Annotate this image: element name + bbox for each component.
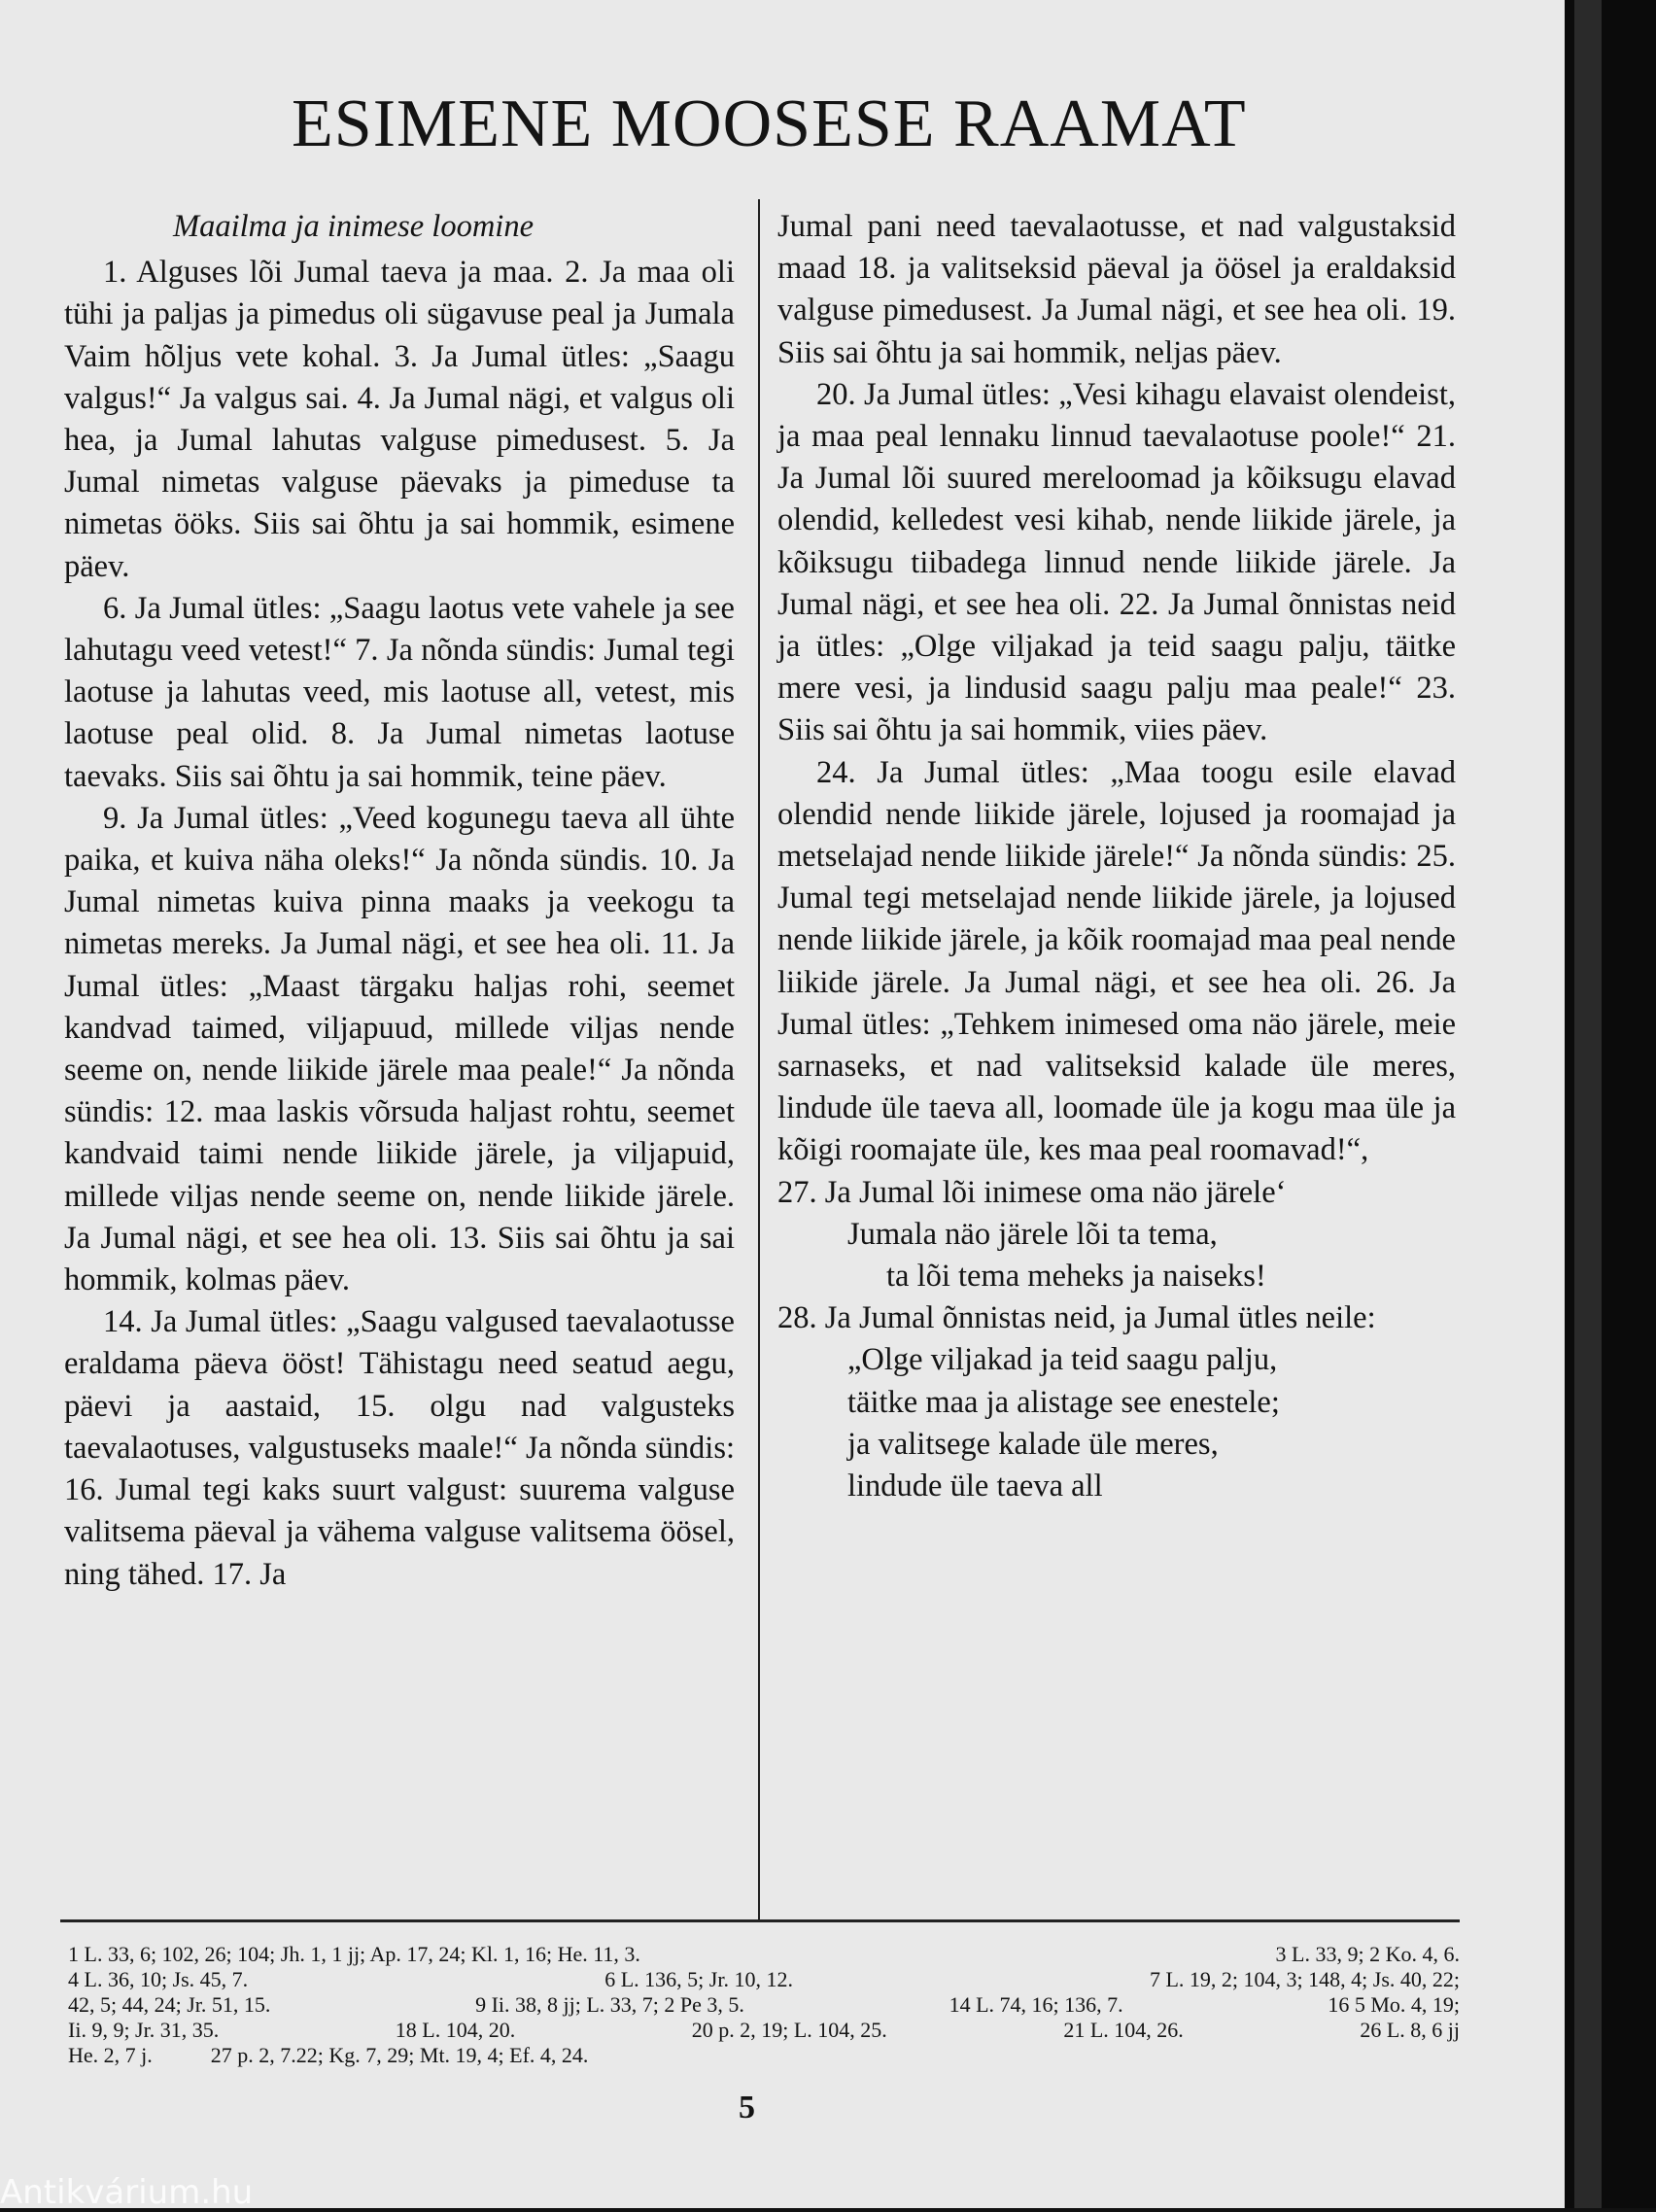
poem-line: lindude üle taeva all: [847, 1469, 1103, 1504]
reference: 21 L. 104, 26.: [1063, 2018, 1184, 2042]
reference: He. 2, 7 j.: [68, 2043, 153, 2067]
poem-line: Jumala näo järele lõi ta tema,: [847, 1216, 1218, 1252]
poem-line: ja valitsege kalade üle meres,: [847, 1426, 1219, 1462]
reference: 20 p. 2, 19; L. 104, 25.: [691, 2018, 887, 2042]
poem-line: „Olge viljakad ja teid saagu palju,: [847, 1342, 1278, 1378]
reference-line: [68, 2043, 1460, 2068]
reference: Ii. 9, 9; Jr. 31, 35.: [68, 2018, 220, 2042]
footnote-rule: [60, 1919, 1460, 1922]
paragraph: 28. Ja Jumal õnnistas neid, ja Jumal ütles neile:: [777, 1300, 1376, 1336]
paragraph: Jumal pani need taevalaotusse, et nad valgustaksid maad 18. ja valitseksid päeval ja öösel ja eraldaksid valguse pimedusest. Ja Jumal nägi, et see hea oli. 19. Siis sai õhtu ja sai hommik, neljas päev.: [777, 209, 1456, 370]
reference-line: [68, 1967, 1460, 1992]
paragraph: 27. Ja Jumal lõi inimese oma näo järele‘: [777, 1174, 1287, 1210]
reference: 14 L. 74, 16; 136, 7.: [949, 1992, 1123, 2017]
paragraph: 9. Ja Jumal ütles: „Veed kogunegu taeva all ühte paika, et kuiva näha oleks!“ Ja nõnda sündis. 10. Ja Jumal nimetas kuiva pinna maaks ja veekogu ta nimetas mereks. Ja Jumal nägi, et see hea oli. 11. Ja Jumal ütles: „Maast tärgaku haljas rohi, seemet kandvad taimed, viljapuud, millede viljas nende seeme on, nende liikide järele maa peale!“ Ja nõnda sündis: 12. maa laskis võrsuda haljast rohtu, seemet kandvaid taimi nende liikide järele, ja viljapuid, millede viljas nende seeme on, nende liikide järele. Ja Jumal nägi, et see hea oli. 13. Siis sai õhtu ja sai hommik, kolmas päev.: [64, 800, 735, 1298]
reference: 1 L. 33, 6; 102, 26; 104; Jh. 1, 1 jj; Ap. 17, 24; Kl. 1, 16; He. 11, 3.: [68, 1942, 640, 1966]
paragraph: 24. Ja Jumal ütles: „Maa toogu esile elavad olendid nende liikide järele, lojused ja roomajad ja metselajad nende liikide järele!“ Ja nõnda sündis: 25. Jumal tegi metselajad nende liikide järele, ja lojused nende liikide järele, ja kõik roomajad maa peal nende liikide järele. Ja Jumal nägi, et see hea oli. 26. Ja Jumal ütles: „Tehkem inimesed oma näo järele, meie sarnaseks, et nad valitseksid kalade üle meres, lindude üle taeva all, loomade üle ja kogu maa üle ja kõigi roomajate üle, kes maa peal roomavad!“,: [777, 754, 1456, 1168]
reference: 4 L. 36, 10; Js. 45, 7.: [68, 1967, 249, 1991]
reference: 18 L. 104, 20.: [395, 2018, 516, 2042]
reference: 42, 5; 44, 24; Jr. 51, 15.: [68, 1992, 271, 2017]
reference-line: [68, 2018, 1460, 2043]
watermark: Antikvárium.hu: [0, 2173, 254, 2212]
left-column: [64, 206, 735, 1596]
cross-references: [68, 1942, 1460, 2068]
right-column: [777, 206, 1456, 1507]
column-divider: [758, 199, 760, 1921]
reference: 16 5 Mo. 4, 19;: [1328, 1992, 1460, 2017]
reference: 3 L. 33, 9; 2 Ko. 4, 6.: [1275, 1942, 1460, 1966]
reference-line: [68, 1992, 1460, 2018]
book-title: ESIMENE MOOSESE RAAMAT: [292, 86, 1247, 161]
page-edge: [1574, 0, 1602, 2208]
paragraph: 20. Ja Jumal ütles: „Vesi kihagu elavaist olendeist, ja maa peal lennaku linnud taevalaotuse poole!“ 21. Ja Jumal lõi suured mereloomad ja kõiksugu elavad olendid, kelledest vesi kihab, nende liikide järele, ja kõiksugu tiibadega linnud nende liikide järele. Ja Jumal nägi, et see hea oli. 22. Ja Jumal õnnistas neid ja ütles: „Olge viljakad ja teid saagu palju, täitke mere vesi, ja lindusid saagu palju maa peale!“ 23. Siis sai õhtu ja sai hommik, viies päev.: [777, 376, 1456, 748]
poem-line: ta lõi tema meheks ja naiseks!: [886, 1259, 1266, 1295]
reference: 7 L. 19, 2; 104, 3; 148, 4; Js. 40, 22;: [1149, 1967, 1460, 1991]
section-heading: Maailma ja inimese loomine: [173, 209, 534, 244]
reference: 6 L. 136, 5; Jr. 10, 12.: [604, 1967, 793, 1991]
reference: 26 L. 8, 6 jj: [1360, 2018, 1460, 2042]
reference: 9 Ii. 38, 8 jj; L. 33, 7; 2 Pe 3, 5.: [475, 1992, 744, 2017]
poem-line: täitke maa ja alistage see enestele;: [847, 1384, 1280, 1420]
reference-line: [68, 1942, 1460, 1967]
reference: 27 p. 2, 7.22; Kg. 7, 29; Mt. 19, 4; Ef. 4, 24.: [210, 2043, 589, 2067]
page-number: 5: [739, 2090, 755, 2126]
paragraph: 1. Alguses lõi Jumal taeva ja maa. 2. Ja maa oli tühi ja paljas ja pimedus oli sügavuse peal ja Jumala Vaim hõljus vete kohal. 3. Ja Jumal ütles: „Saagu valgus!“ Ja valgus sai. 4. Ja Jumal nägi, et valgus oli hea, ja Jumal lahutas valguse pimedusest. 5. Ja Jumal nimetas valguse päevaks ja pimeduse ta nimetas ööks. Siis sai õhtu ja sai hommik, esimene päev.: [64, 255, 735, 584]
paragraph: 14. Ja Jumal ütles: „Saagu valgused taevalaotusse eraldama päeva ööst! Tähistagu need seatud aegu, päevi ja aastaid, 15. olgu nad valgusteks taevalaotuses, valgustuseks maale!“ Ja nõnda sündis: 16. Jumal tegi kaks suurt valgust: suurema valguse valitsema päeval ja vähema valguse valitsema öösel, ning tähed. 17. Ja: [64, 1304, 735, 1592]
paragraph: 6. Ja Jumal ütles: „Saagu laotus vete vahele ja see lahutagu veed vetest!“ 7. Ja nõnda sündis: Jumal tegi laotuse ja lahutas veed, mis laotuse all, vetest, mis laotuse peal olid. 8. Ja Jumal nimetas laotuse taevaks. Siis sai õhtu ja sai hommik, teine päev.: [64, 590, 735, 794]
